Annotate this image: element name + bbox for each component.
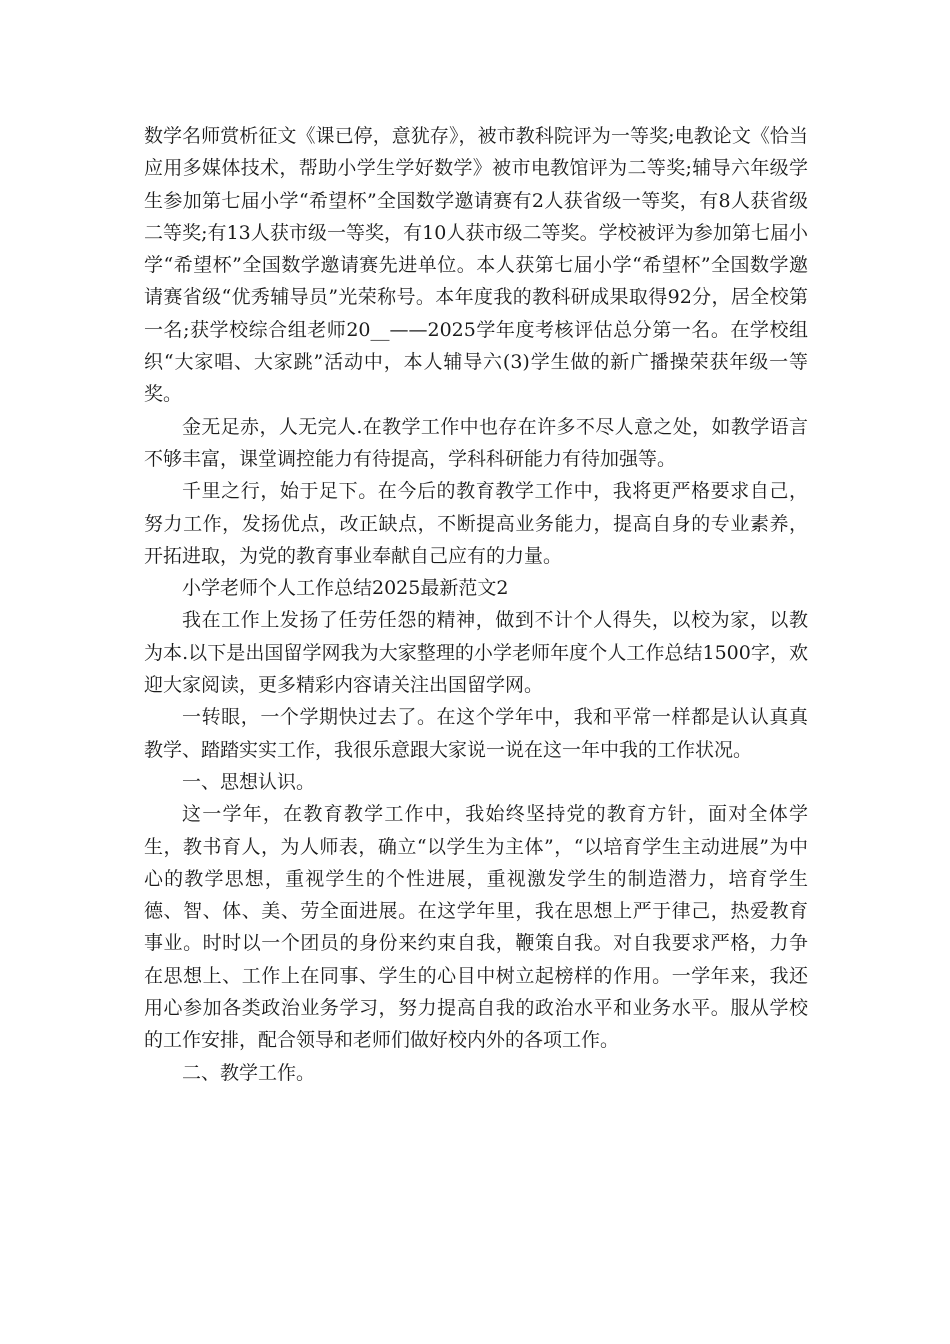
paragraph: 我在工作上发扬了任劳任怨的精神，做到不计个人得失，以校为家，以教为本.以下是出国留学网我为大家整理的小学老师年度个人工作总结1500字，欢迎大家阅读，更多精彩内容请关注出国留学网。 [144,609,808,697]
paragraph: 数学名师赏析征文《课已停，意犹存》，被市教科院评为一等奖;电教论文《恰当应用多媒体技术，帮助小学生学好数学》被市电教馆评为二等奖;辅导六年级学生参加第七届小学“希望杯”全国数学邀请赛有2人获省级一等奖，有8人获省级二等奖;有13人获市级一等奖，有10人获市级二等奖。学校被评为参加第七届小学“希望杯”全国数学邀请赛先进单位。本人获第七届小学“希望杯”全国数学邀请赛省级“优秀辅导员”光荣称号。本年度我的教科研成果取得92分，居全校第一名;获学校综合组老师20__——2025学年度考核评估总分第一名。在学校组织“大家唱、大家跳”活动中，本人辅导六(3)学生做的新广播操荣获年级一等奖。 [144,125,808,406]
paragraph: 这一学年，在教育教学工作中，我始终坚持党的教育方针，面对全体学生，教书育人，为人师表，确立“以学生为主体”，“以培育学生主动进展”为中心的教学思想，重视学生的个性进展，重视激发学生的制造潜力，培育学生德、智、体、美、劳全面进展。在这学年里，我在思想上严于律己，热爱教育事业。时时以一个团员的身份来约束自我，鞭策自我。对自我要求严格，力争在思想上、工作上在同事、学生的心目中树立起榜样的作用。一学年来，我还用心参加各类政治业务学习，努力提高自我的政治水平和业务水平。服从学校的工作安排，配合领导和老师们做好校内外的各项工作。 [144,803,808,1052]
document-body [144,120,808,1089]
section-heading: 二、教学工作。 [182,1061,316,1084]
paragraph: 金无足赤，人无完人.在教学工作中也存在许多不尽人意之处，如教学语言不够丰富，课堂调控能力有待提高，学科科研能力有待加强等。 [144,415,808,470]
paragraph: 一转眼，一个学期快过去了。在这个学年中，我和平常一样都是认认真真教学、踏踏实实工作，我很乐意跟大家说一说在这一年中我的工作状况。 [144,706,808,761]
section-heading: 小学老师个人工作总结2025最新范文2 [182,577,509,600]
section-heading: 一、思想认识。 [182,770,316,793]
paragraph: 千里之行，始于足下。在今后的教育教学工作中，我将更严格要求自己，努力工作，发扬优点，改正缺点，不断提高业务能力，提高自身的专业素养，开拓进取，为党的教育事业奉献自己应有的力量。 [144,480,808,567]
